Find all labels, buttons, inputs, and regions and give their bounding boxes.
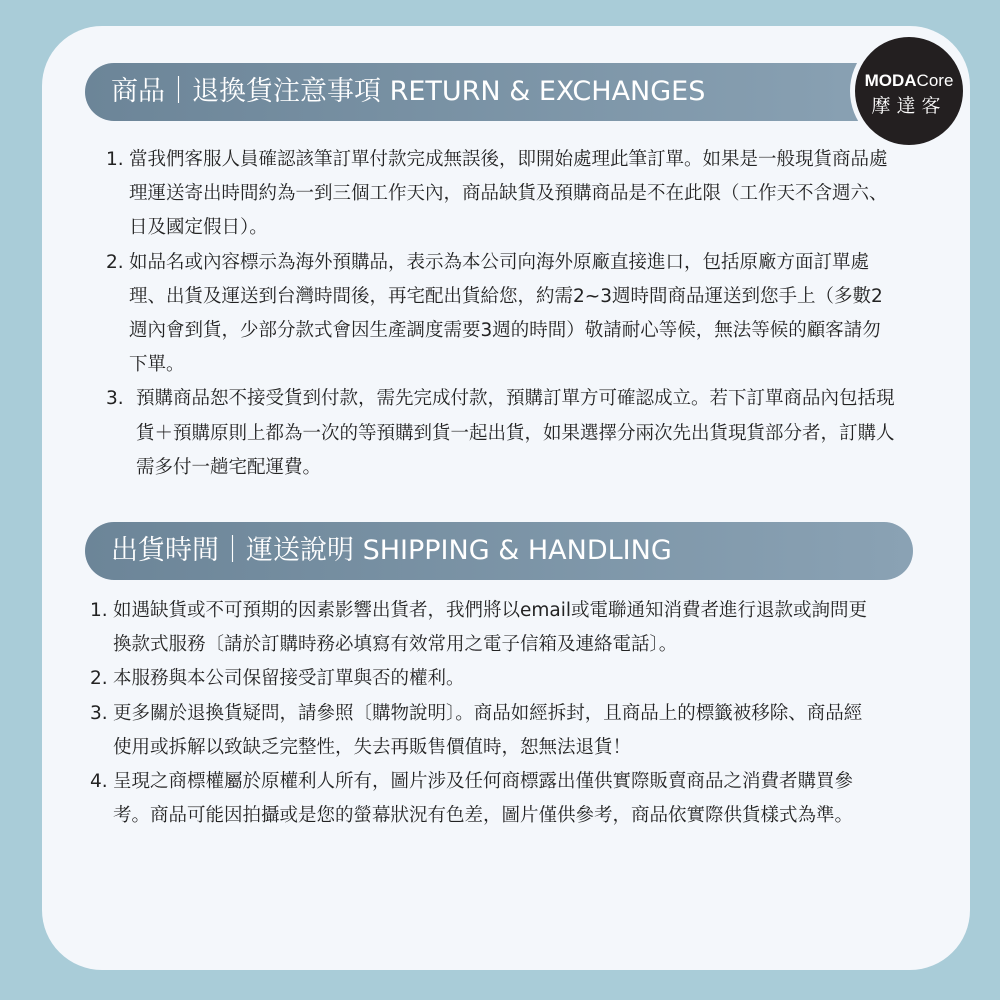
item-number: 4. (90, 771, 108, 793)
item-text: 如遇缺貨或不可預期的因素影響出貨者，我們將以email或電聯通知消費者進行退款或詢問更換款式服務〔請於訂購時務必填寫有效常用之電子信箱及連絡電話〕。 (113, 600, 868, 656)
item-number: 3. (106, 388, 124, 410)
item-text: 當我們客服人員確認該筆訂單付款完成無誤後，即開始處理此筆訂單。如果是一般現貨商品處理運送寄出時間約為一到三個工作天內，商品缺貨及預購商品是不在此限（工作天不含週六、日及國定假日）。 (129, 149, 888, 239)
logo-text-chinese: 摩達客 (871, 95, 947, 117)
logo-text-core: Core (916, 71, 954, 90)
shipping-section-header (85, 522, 913, 580)
list-item (106, 246, 896, 383)
modacore-logo (850, 32, 968, 150)
item-text: 如品名或內容標示為海外預購品，表示為本公司向海外原廠直接進口，包括原廠方面訂單處理、出貨及運送到台灣時間後，再宅配出貨給您，約需2~3週時間商品運送到您手上（多數2週內會到貨，少部分款式會因生產調度需要3週的時間）敬請耐心等候，無法等候的顧客請勿下單。 (129, 251, 883, 376)
logo-text-moda: MODA (864, 71, 917, 90)
list-item (90, 662, 880, 696)
list-item (106, 382, 896, 485)
list-item (90, 594, 880, 662)
item-text: 預購商品恕不接受貨到付款，需先完成付款，預購訂單方可確認成立。若下訂單商品內包括現貨＋預購原則上都為一次的等預購到貨一起出貨，如果選擇分兩次先出貨現貨部分者，訂購人需多付一趟宅配運費。 (136, 388, 895, 478)
return-section-header (85, 63, 905, 121)
item-text: 本服務與本公司保留接受訂單與否的權利。 (113, 668, 465, 690)
return-policy-list (106, 143, 896, 485)
item-text: 更多關於退換貨疑問，請參照〔購物說明〕。商品如經拆封，且商品上的標籤被移除、商品經使用或拆解以致缺乏完整性，失去再販售價值時，恕無法退貨！ (113, 702, 863, 758)
list-item (90, 765, 880, 833)
item-number: 1. (106, 149, 124, 170)
item-text: 呈現之商標權屬於原權利人所有，圖片涉及任何商標露出僅供實際販賣商品之消費者購買參考。商品可能因拍攝或是您的螢幕狀況有色差，圖片僅供參考，商品依實際供貨樣式為準。 (113, 771, 854, 827)
item-number: 1. (90, 600, 108, 621)
shipping-section-title: 出貨時間｜運送說明 SHIPPING & HANDLING (111, 535, 672, 566)
item-number: 2. (106, 251, 124, 273)
return-section-title: 商品｜退換貨注意事項 RETURN & EXCHANGES (111, 76, 706, 107)
shipping-policy-list (90, 594, 880, 833)
list-item (106, 143, 896, 246)
item-number: 2. (90, 668, 108, 690)
item-number: 3. (90, 702, 108, 724)
list-item (90, 697, 880, 765)
